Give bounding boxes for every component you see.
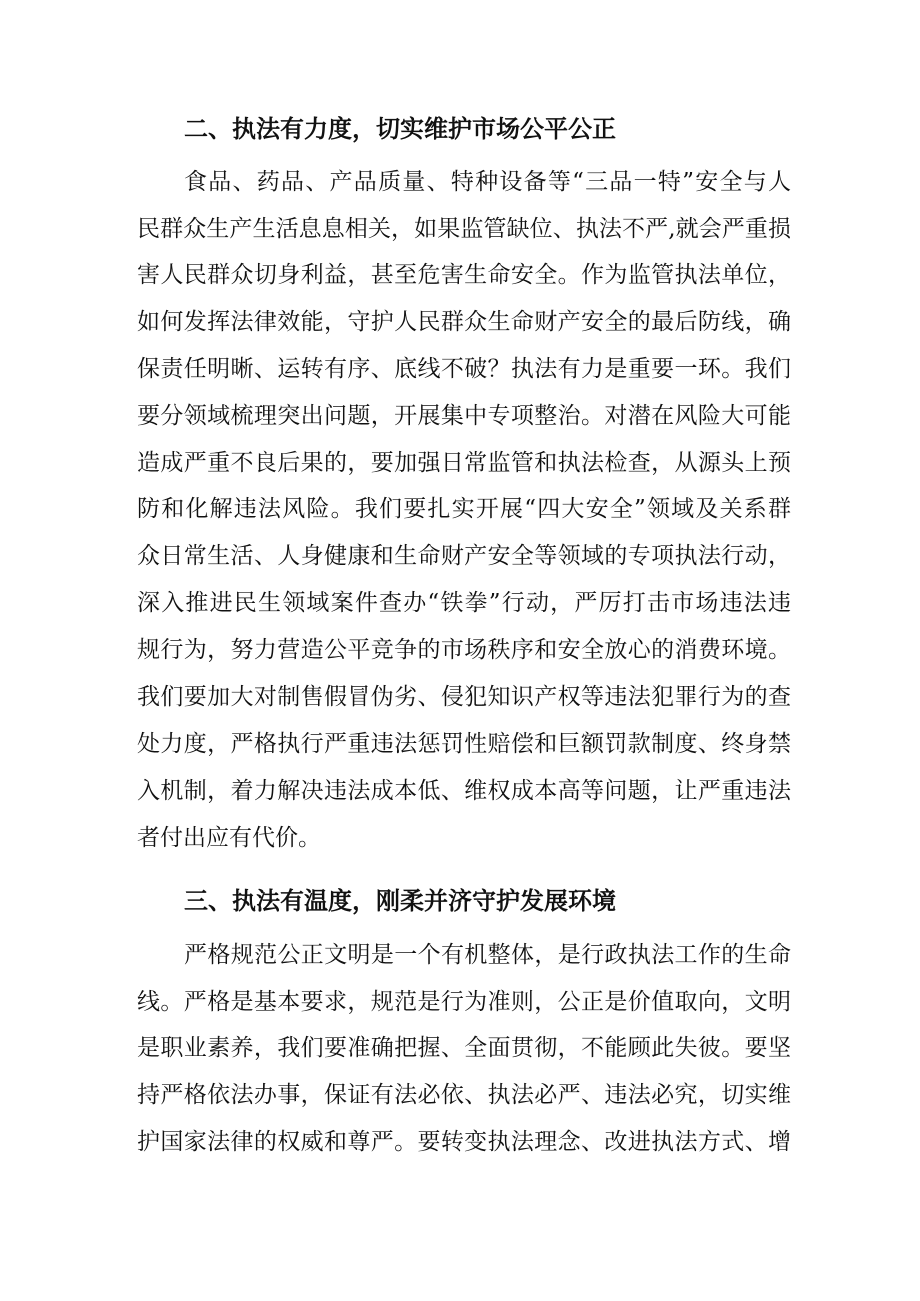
paragraph-line: 防和化解违法风险。我们要扎实开展“四大安全”领域及关系群 <box>137 496 791 522</box>
paragraph-line: 入机制，着力解决违法成本低、维权成本高等问题，让严重违法 <box>137 778 791 804</box>
paragraph-line: 民群众生产生活息息相关，如果监管缺位、执法不严,就会严重损 <box>137 216 791 242</box>
paragraph-line: 如何发挥法律效能，守护人民群众生命财产安全的最后防线，确 <box>137 309 791 335</box>
paragraph-line: 持严格依法办事，保证有法必依、执法必严、违法必究，切实维 <box>137 1082 791 1108</box>
paragraph-line: 深入推进民生领域案件查办“铁拳”行动，严厉打击市场违法违 <box>137 590 791 616</box>
paragraph-line: 规行为，努力营造公平竞争的市场秩序和安全放心的消费环境。 <box>137 637 791 663</box>
paragraph-line: 线。严格是基本要求，规范是行为准则，公正是价值取向，文明 <box>137 989 791 1015</box>
paragraph-line: 护国家法律的权威和尊严。要转变执法理念、改进执法方式、增 <box>137 1129 791 1155</box>
section-heading-3: 三、执法有温度，刚柔并济守护发展环境 <box>184 887 616 915</box>
paragraph-line: 严格规范公正文明是一个有机整体，是行政执法工作的生命 <box>184 942 791 968</box>
paragraph-line: 处力度，严格执行严重违法惩罚性赔偿和巨额罚款制度、终身禁 <box>137 731 791 757</box>
paragraph-line: 要分领域梳理突出问题，开展集中专项整治。对潜在风险大可能 <box>137 403 791 429</box>
paragraph-line: 者付出应有代价。 <box>137 825 321 851</box>
paragraph-line: 食品、药品、产品质量、特种设备等“三品一特”安全与人 <box>184 169 791 195</box>
paragraph-line: 众日常生活、人身健康和生命财产安全等领域的专项执法行动， <box>137 543 791 569</box>
paragraph-line: 害人民群众切身利益，甚至危害生命安全。作为监管执法单位， <box>137 262 791 288</box>
paragraph-line: 保责任明晰、运转有序、底线不破？执法有力是重要一环。我们 <box>137 356 791 382</box>
paragraph-line: 我们要加大对制售假冒伪劣、侵犯知识产权等违法犯罪行为的查 <box>137 684 791 710</box>
paragraph-line: 是职业素养，我们要准确把握、全面贯彻，不能顾此失彼。要坚 <box>137 1035 791 1061</box>
paragraph-line: 造成严重不良后果的，要加强日常监管和执法检查，从源头上预 <box>137 450 791 476</box>
section-heading-2: 二、执法有力度，切实维护市场公平公正 <box>184 115 616 143</box>
